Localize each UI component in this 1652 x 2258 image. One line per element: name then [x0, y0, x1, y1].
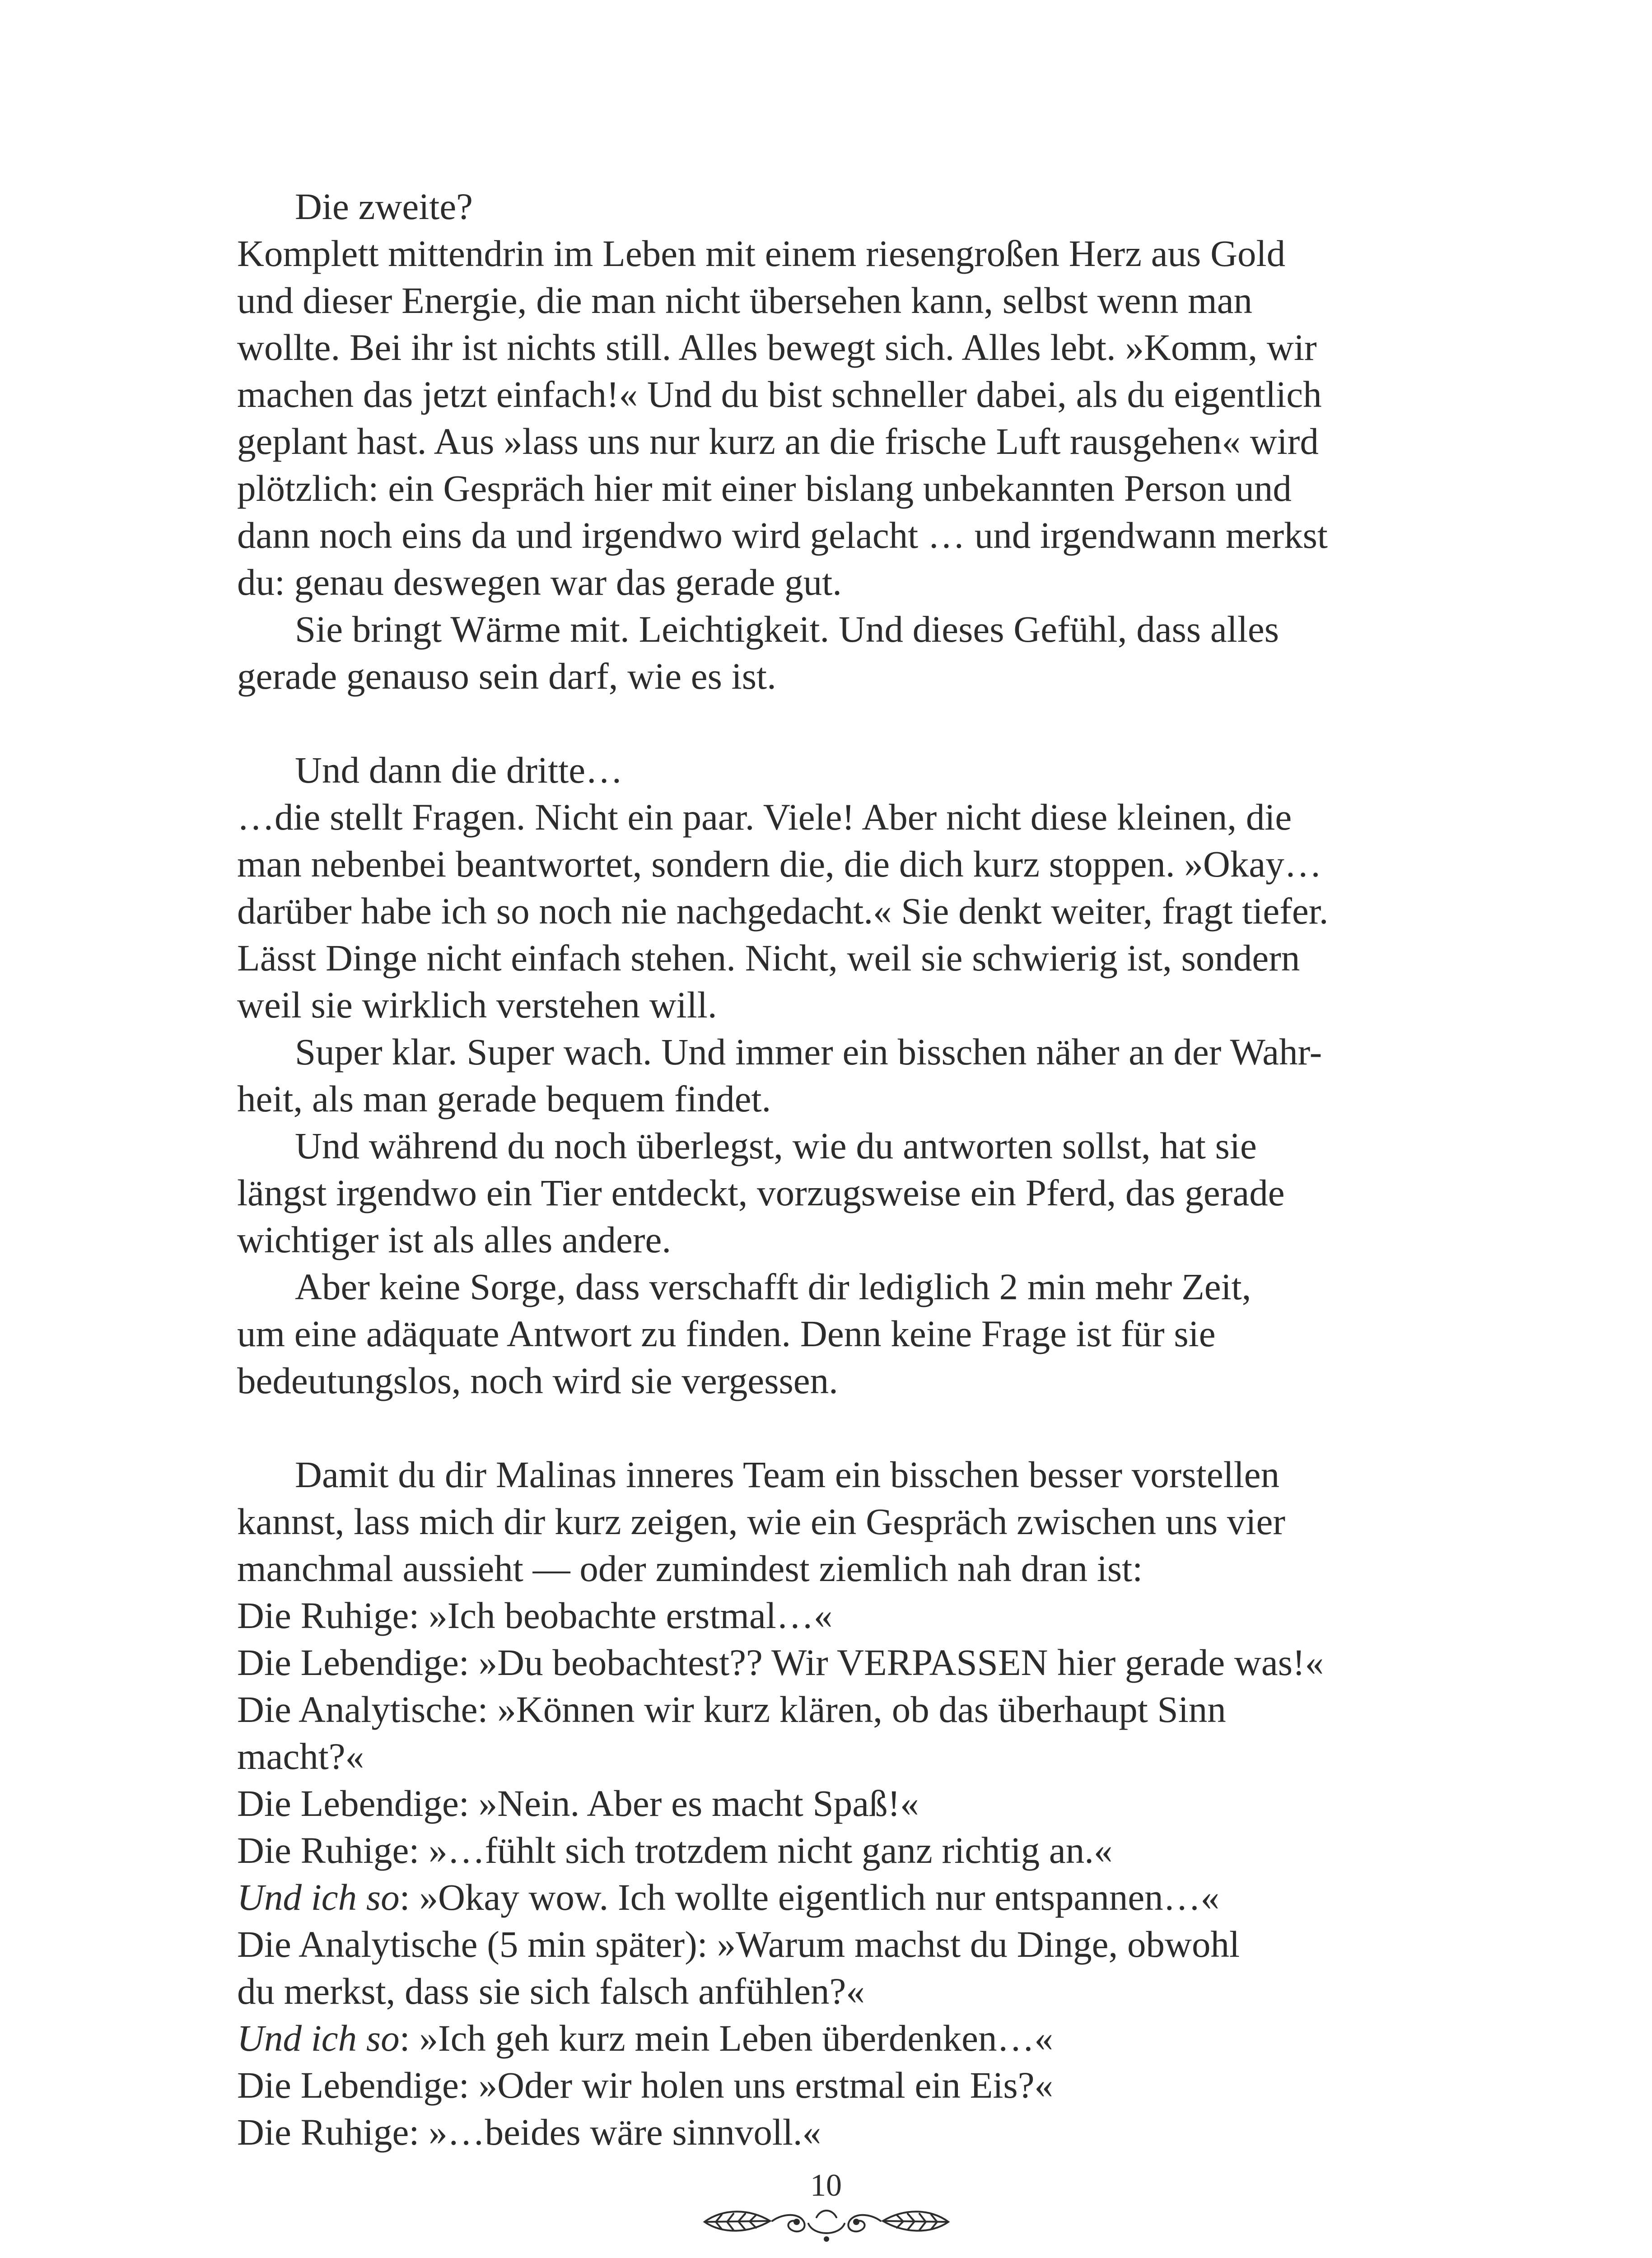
text-line: Lässt Dinge nicht einfach stehen. Nicht, weil sie schwierig ist, sondern — [237, 937, 1300, 979]
dialogue-line: Die Analytische (5 min später): »Warum machst du Dinge, obwohl — [237, 1923, 1240, 1965]
text-line: Die zweite? — [295, 186, 473, 227]
text-line: manchmal aussieht — oder zumindest ziemlich nah dran ist: — [237, 1548, 1143, 1589]
paragraph-gap — [237, 1404, 1429, 1451]
dialogue-line — [237, 1874, 1429, 1921]
dialogue-line: Die Ruhige: »…fühlt sich trotzdem nicht ganz richtig an.« — [237, 1829, 1113, 1871]
text-line: wollte. Bei ihr ist nichts still. Alles bewegt sich. Alles lebt. »Komm, wir — [237, 327, 1317, 368]
text-line: kannst, lass mich dir kurz zeigen, wie ein Gespräch zwischen uns vier — [237, 1501, 1285, 1542]
text-line: plötzlich: ein Gespräch hier mit einer bislang unbekannten Person und — [237, 467, 1292, 509]
dialogue-line: Die Lebendige: »Oder wir holen uns erstmal ein Eis?« — [237, 2064, 1054, 2106]
text-line: Und während du noch überlegst, wie du antworten sollst, hat sie — [295, 1125, 1257, 1166]
text-line: Aber keine Sorge, dass verschafft dir lediglich 2 min mehr Zeit, — [295, 1266, 1251, 1307]
text-line: weil sie wirklich verstehen will. — [237, 984, 717, 1026]
text-line: darüber habe ich so noch nie nachgedacht.« Sie denkt weiter, fragt tiefer. — [237, 890, 1329, 932]
dialogue-line: Die Lebendige: »Du beobachtest?? Wir VERPASSEN hier gerade was!« — [237, 1642, 1324, 1683]
page-footer — [0, 2168, 1652, 2258]
dialogue-text: : »Okay wow. Ich wollte eigentlich nur entspannen…« — [399, 1876, 1220, 1918]
text-line: und dieser Energie, die man nicht übersehen kann, selbst wenn man — [237, 280, 1253, 321]
dialogue-line: Die Lebendige: »Nein. Aber es macht Spaß!« — [237, 1782, 919, 1824]
text-line: Und dann die dritte… — [295, 749, 623, 791]
text-line: Sie bringt Wärme mit. Leichtigkeit. Und dieses Gefühl, dass alles — [295, 608, 1279, 650]
text-line: man nebenbei beantwortet, sondern die, die dich kurz stoppen. »Okay… — [237, 843, 1322, 885]
text-line: dann noch eins da und irgendwo wird gelacht … und irgendwann merkst — [237, 514, 1328, 556]
text-line: geplant hast. Aus »lass uns nur kurz an die frische Luft rausgehen« wird — [237, 420, 1319, 462]
text-line: gerade genauso sein darf, wie es ist. — [237, 655, 776, 697]
dialogue-line: macht?« — [237, 1735, 364, 1777]
text-line: machen das jetzt einfach!« Und du bist schneller dabei, als du eigentlich — [237, 373, 1322, 415]
text-line: um eine adäquate Antwort zu finden. Denn keine Frage ist für sie — [237, 1313, 1216, 1354]
body-text — [237, 183, 1429, 2155]
speaker-label: Und ich so — [237, 2017, 400, 2059]
paragraph-gap — [237, 700, 1429, 746]
text-line: …die stellt Fragen. Nicht ein paar. Viele! Aber nicht diese kleinen, die — [237, 796, 1292, 838]
dialogue-line: Die Ruhige: »Ich beobachte erstmal…« — [237, 1595, 833, 1636]
dialogue-text: : »Ich geh kurz mein Leben überdenken…« — [399, 2017, 1053, 2059]
text-line: Damit du dir Malinas inneres Team ein bisschen besser vorstellen — [295, 1454, 1280, 1495]
page-number: 10 — [810, 2168, 842, 2203]
text-line: heit, als man gerade bequem findet. — [237, 1078, 771, 1120]
text-line: wichtiger ist als alles andere. — [237, 1219, 672, 1260]
text-line: Komplett mittendrin im Leben mit einem riesengroßen Herz aus Gold — [237, 233, 1286, 274]
leaf-scroll-ornament-icon — [695, 2195, 957, 2244]
dialogue-line: Die Analytische: »Können wir kurz klären, ob das überhaupt Sinn — [237, 1689, 1226, 1730]
text-line: bedeutungslos, noch wird sie vergessen. — [237, 1360, 838, 1401]
dialogue-line — [237, 2015, 1429, 2062]
dialogue-line: du merkst, dass sie sich falsch anfühlen?« — [237, 1970, 865, 2012]
text-line: Super klar. Super wach. Und immer ein bisschen näher an der Wahr- — [295, 1031, 1322, 1073]
dialogue-line: Die Ruhige: »…beides wäre sinnvoll.« — [237, 2111, 821, 2153]
text-line: längst irgendwo ein Tier entdeckt, vorzugsweise ein Pferd, das gerade — [237, 1172, 1285, 1213]
speaker-label: Und ich so — [237, 1876, 400, 1918]
text-line: du: genau deswegen war das gerade gut. — [237, 561, 842, 603]
